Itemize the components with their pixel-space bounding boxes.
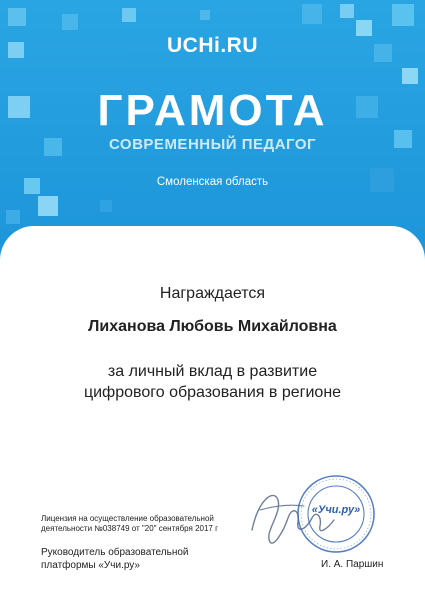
decor-square [8,8,26,26]
signer-role [41,546,241,572]
decor-square [392,4,414,26]
region-label: Смоленская область [156,176,269,188]
awarded-label: Награждается [159,285,266,302]
decor-square [200,10,210,20]
decor-square [302,4,322,24]
decor-square [6,210,20,224]
decor-square [38,196,58,216]
decor-square [402,68,418,84]
signer-name: И. А. Паршин [321,559,384,570]
certificate-subtitle: СОВРЕМЕННЫЙ ПЕДАГОГ [108,136,317,153]
award-reason-line: цифрового образования в регионе [83,384,342,401]
decor-square [100,200,112,212]
signer-role-line: Руководитель образовательной [41,547,189,558]
license-line: деятельности №038749 от "20" сентября 2017 г [41,524,219,533]
decor-square [340,4,354,18]
certificate-header [0,0,425,262]
recipient-name: Лиханова Любовь Михайловна [88,318,337,335]
certificate-title: ГРАМОТА [97,86,328,135]
uchi-ru-logo: UCHi.RU [167,34,258,57]
decor-square [122,8,136,22]
decor-square [62,14,78,30]
award-reason-line: за личный вклад в развитие [107,363,318,380]
award-reason [0,361,425,403]
stamp-text: «Учи.ру» [311,504,361,516]
signer-role-line: платформы «Учи.ру» [41,560,140,571]
signature [252,495,334,543]
license-line: Лицензия на осуществление образовательной [41,514,214,523]
license-info [41,514,241,534]
